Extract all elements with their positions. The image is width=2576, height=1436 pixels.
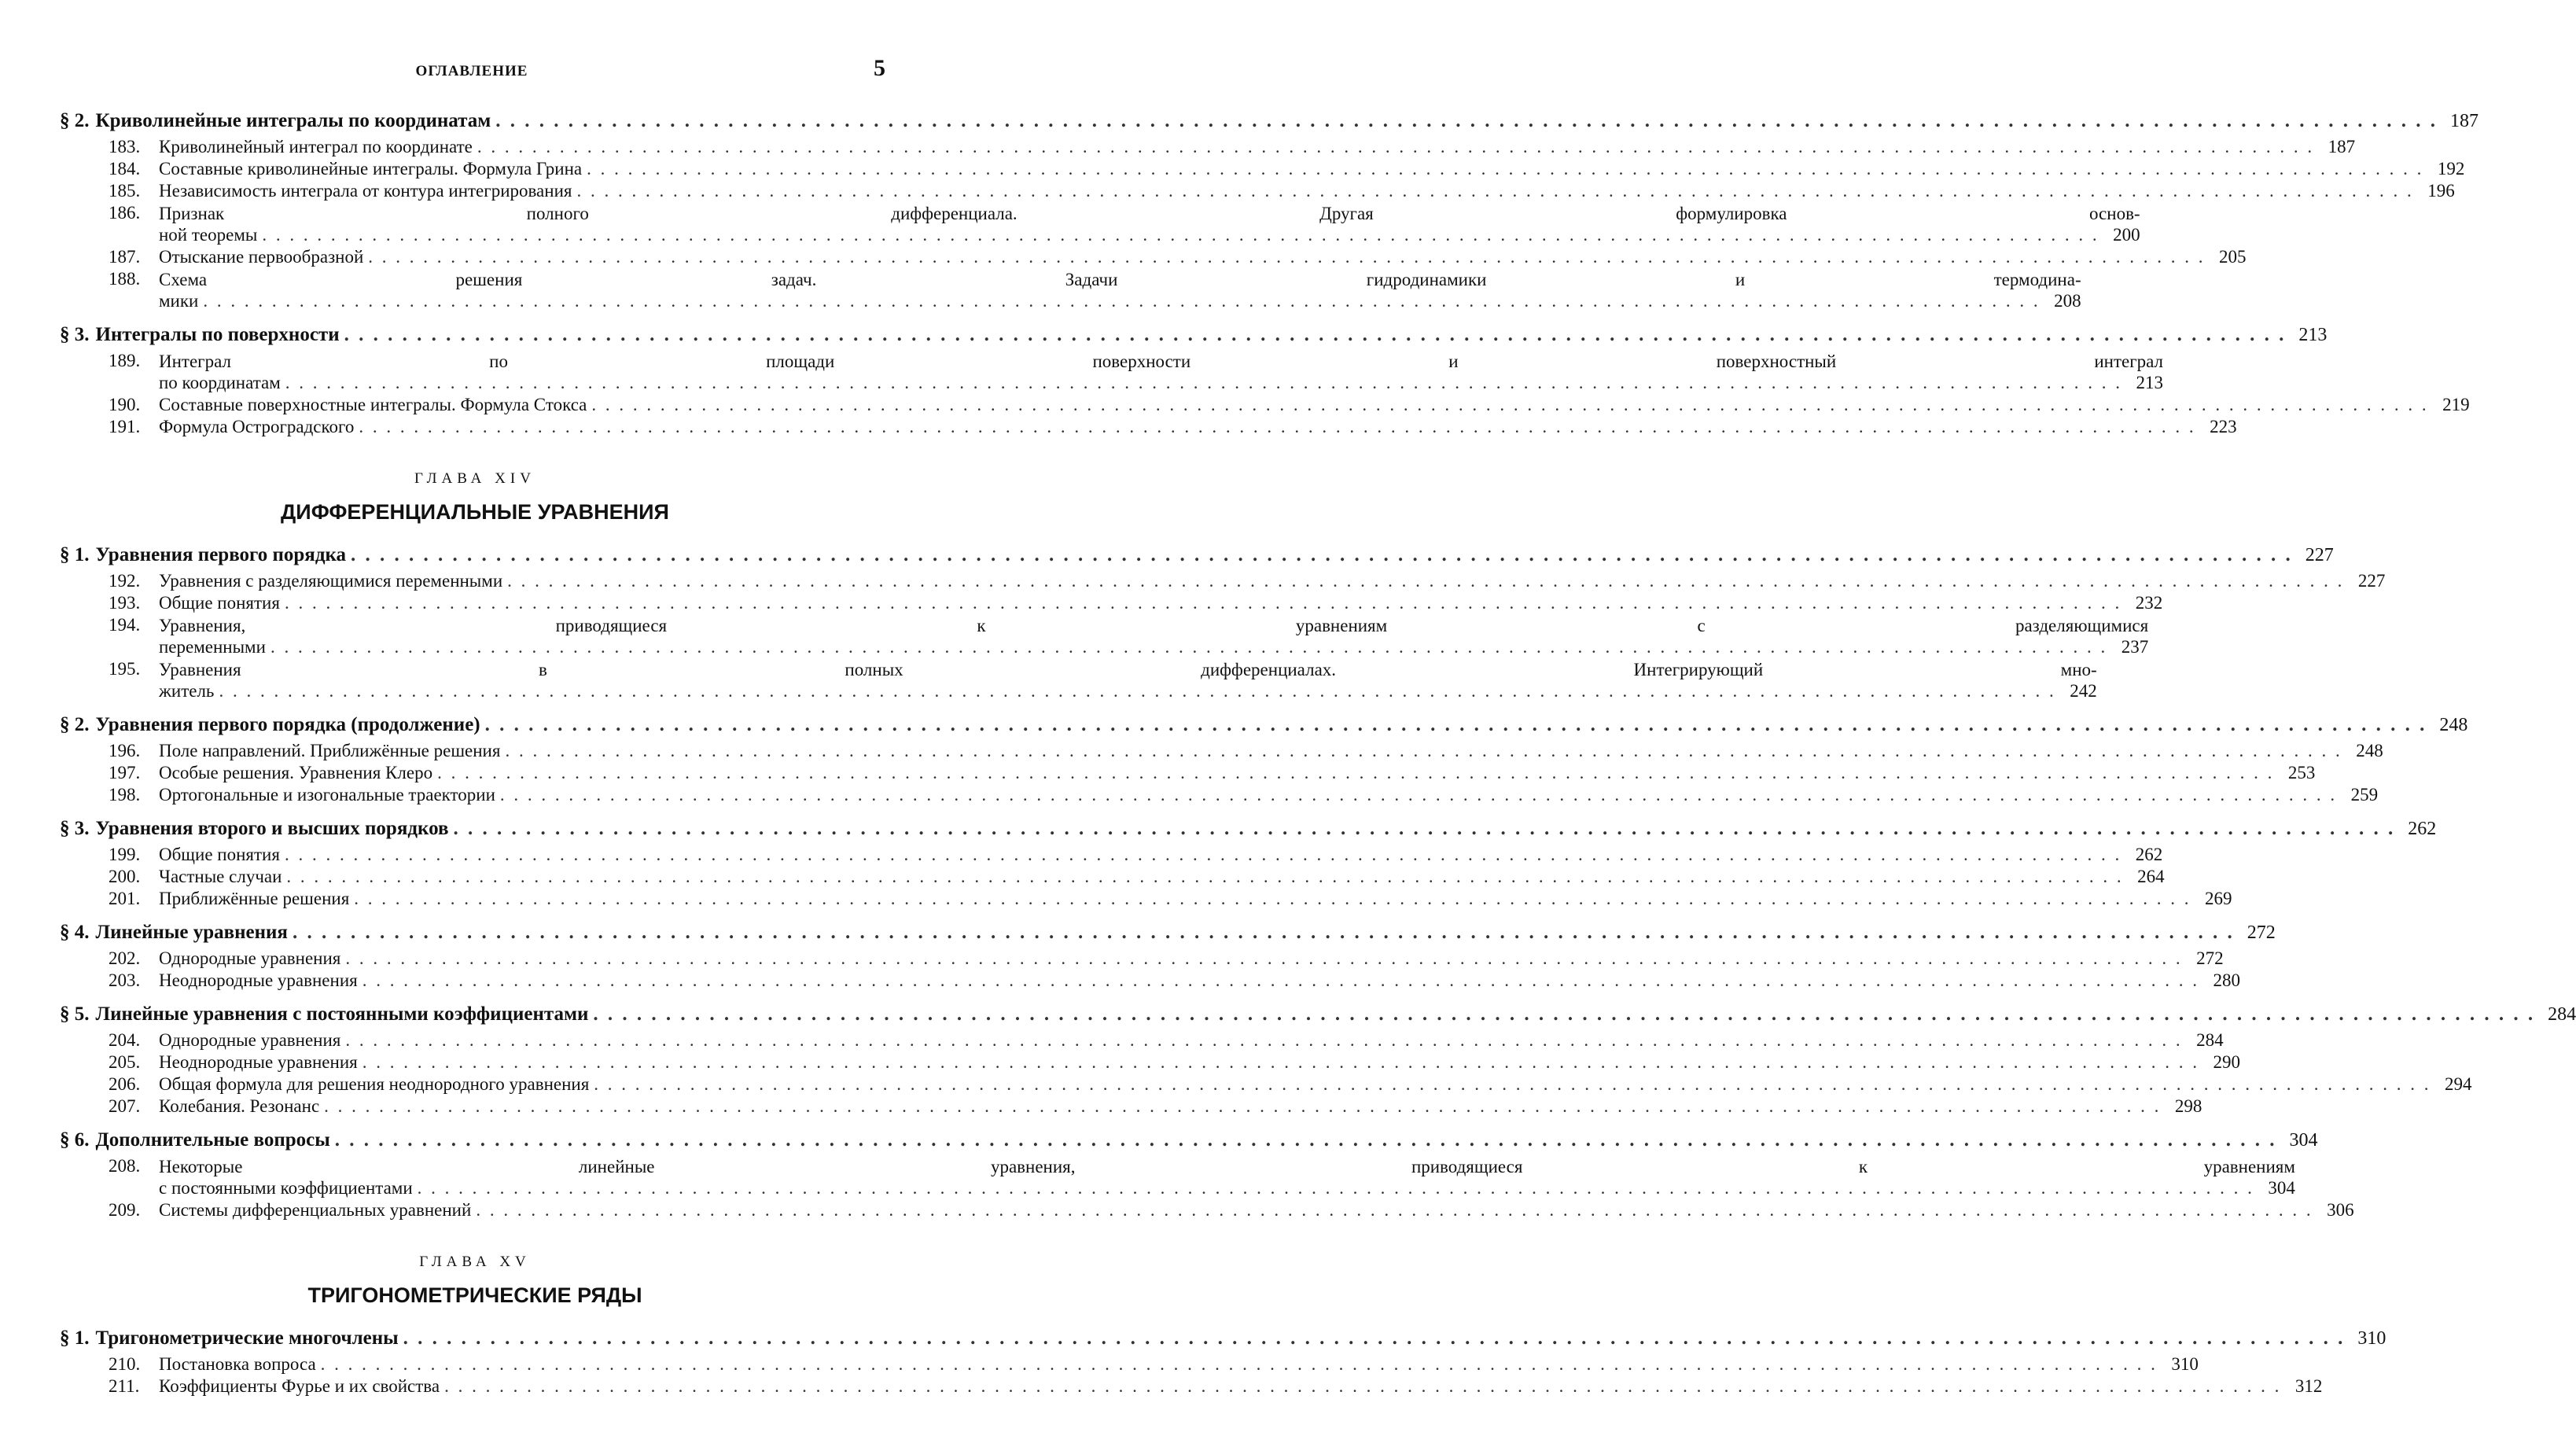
item-title-line — [159, 225, 2140, 247]
item-title: Независимость интеграла от контура интегрирования — [159, 181, 572, 201]
item-number: 183. — [109, 137, 141, 156]
dot-leader — [286, 867, 2123, 887]
item-title-line — [159, 637, 2148, 659]
item-page: 262 — [2135, 845, 2163, 864]
toc-item[interactable] — [60, 741, 2383, 763]
item-number: 206. — [109, 1074, 141, 1094]
toc-section[interactable] — [60, 544, 2334, 571]
section-number: § 3. — [60, 324, 90, 345]
item-title: Криволинейный интеграл по координате — [159, 137, 473, 156]
item-title-line: Некоторые линейные уравнения, приводящиеся к уравнениям — [159, 1157, 2295, 1176]
dot-leader — [507, 571, 2344, 591]
toc-item[interactable] — [60, 1096, 2202, 1118]
item-page: 248 — [2356, 741, 2383, 760]
item-page: 304 — [2268, 1178, 2295, 1198]
item-number: 199. — [109, 845, 141, 864]
item-title-line: Признак полного дифференциала. Другая формулировка основ- — [159, 204, 2140, 223]
item-title-block — [159, 1156, 2295, 1200]
item-page: 205 — [2219, 247, 2247, 267]
item-title-block — [159, 351, 2163, 395]
item-page: 237 — [2121, 637, 2149, 657]
dot-leader — [505, 741, 2342, 761]
item-title: Ортогональные и изогональные траектории — [159, 785, 495, 805]
item-number: 205. — [109, 1052, 141, 1072]
toc-item[interactable] — [60, 1354, 2199, 1376]
toc-item[interactable] — [60, 1052, 2240, 1074]
item-number: 185. — [109, 181, 141, 201]
chapter-label: ГЛАВА XIV — [414, 470, 535, 487]
dot-leader — [321, 1354, 2158, 1375]
dot-leader — [500, 785, 2337, 805]
section-title: Дополнительные вопросы — [95, 1129, 330, 1151]
chapter-title: ТРИГОНОМЕТРИЧЕСКИЕ РЯДЫ — [307, 1283, 642, 1307]
toc-item[interactable] — [60, 203, 2140, 247]
item-page: 187 — [2328, 137, 2356, 156]
item-number: 191. — [109, 417, 141, 436]
table-of-contents — [60, 110, 2576, 1398]
item-title: Общие понятия — [159, 593, 280, 613]
item-page: 259 — [2350, 785, 2379, 805]
dot-leader — [587, 159, 2423, 179]
item-number: 208. — [109, 1156, 141, 1176]
item-number: 188. — [109, 269, 141, 289]
dot-leader — [359, 417, 2195, 437]
section-number: § 5. — [60, 1003, 90, 1025]
toc-section[interactable] — [60, 1327, 2386, 1354]
item-page: 284 — [2196, 1030, 2224, 1050]
item-page: 213 — [2136, 373, 2164, 392]
chapter-label: ГЛАВА XV — [419, 1254, 531, 1270]
section-page: 262 — [2408, 819, 2437, 839]
dot-leader — [351, 544, 2293, 566]
dot-leader — [293, 922, 2235, 944]
section-title: Уравнения второго и высших порядков — [95, 818, 449, 839]
toc-item[interactable] — [60, 159, 2465, 181]
item-title: Поле направлений. Приближённые решения — [159, 741, 501, 760]
toc-item[interactable] — [60, 615, 2149, 659]
item-page: 200 — [2113, 225, 2140, 245]
dot-leader — [453, 818, 2395, 840]
item-title: Формула Остроградского — [159, 417, 355, 436]
item-page: 253 — [2287, 763, 2316, 782]
item-title: Неоднородные уравнения — [159, 1052, 358, 1072]
item-title: Особые решения. Уравнения Клеро — [159, 763, 433, 782]
item-title-block — [159, 203, 2140, 247]
toc-section[interactable] — [60, 1003, 2576, 1030]
item-page: 272 — [2196, 948, 2224, 968]
item-number: 187. — [109, 247, 141, 267]
item-number: 210. — [109, 1354, 141, 1374]
toc-item[interactable] — [60, 571, 2386, 593]
item-number: 197. — [109, 763, 141, 782]
section-number: § 3. — [60, 818, 90, 839]
item-title-line: Уравнения, приводящиеся к уравнениям с разделяющимися — [159, 616, 2149, 635]
item-page: 298 — [2174, 1096, 2202, 1116]
toc-section[interactable] — [60, 110, 2478, 137]
toc-item[interactable] — [60, 137, 2356, 159]
item-title: Составные поверхностные интегралы. Формула Стокса — [159, 395, 587, 414]
dot-leader — [362, 1052, 2199, 1073]
section-number: § 1. — [60, 544, 90, 565]
dot-leader — [591, 395, 2428, 415]
item-number: 194. — [109, 615, 141, 635]
item-page: 219 — [2442, 395, 2470, 414]
item-number: 203. — [109, 970, 141, 990]
item-number: 198. — [109, 785, 141, 805]
item-title: Неоднородные уравнения — [159, 970, 358, 990]
toc-section[interactable] — [60, 818, 2437, 845]
section-page: 310 — [2357, 1328, 2386, 1349]
item-title: Отыскание первообразной — [159, 247, 364, 267]
item-title: Составные криволинейные интегралы. Формула Грина — [159, 159, 583, 179]
section-number: § 6. — [60, 1129, 90, 1151]
toc-item[interactable] — [60, 948, 2224, 970]
item-page: 227 — [2357, 571, 2386, 591]
dot-leader — [345, 948, 2182, 969]
dot-leader — [344, 324, 2287, 346]
item-title: Приближённые решения — [159, 889, 350, 908]
item-title-continuation: по координатам — [159, 373, 281, 392]
dot-leader — [437, 763, 2274, 783]
dot-leader — [203, 291, 2040, 311]
item-page: 196 — [2427, 181, 2455, 201]
chapter-title: ДИФФЕРЕНЦИАЛЬНЫЕ УРАВНЕНИЯ — [281, 500, 669, 524]
item-page: 280 — [2213, 970, 2240, 990]
item-title-block — [159, 615, 2148, 659]
dot-leader — [477, 137, 2314, 157]
item-page: 312 — [2294, 1376, 2323, 1396]
item-page: 269 — [2205, 889, 2232, 908]
item-number: 186. — [109, 203, 141, 223]
toc-continuation — [60, 110, 2478, 439]
toc-section[interactable] — [60, 714, 2468, 741]
chapter-14-contents — [60, 544, 2576, 1222]
dot-leader — [270, 637, 2107, 657]
toc-item[interactable] — [60, 659, 2097, 703]
item-title: Уравнения с разделяющимися переменными — [159, 571, 503, 591]
toc-item[interactable] — [60, 395, 2470, 417]
item-page: 306 — [2327, 1200, 2354, 1220]
section-page: 272 — [2247, 922, 2276, 943]
dot-leader — [495, 110, 2438, 132]
toc-item[interactable] — [60, 417, 2237, 439]
item-page: 192 — [2437, 159, 2465, 179]
item-title-continuation: мики — [159, 291, 199, 311]
dot-leader — [262, 225, 2099, 245]
item-title-line — [159, 681, 2097, 703]
item-title: Однородные уравнения — [159, 1030, 341, 1050]
section-title: Линейные уравнения с постоянными коэффициентами — [95, 1003, 589, 1025]
dot-leader — [324, 1096, 2161, 1117]
dot-leader — [476, 1200, 2313, 1221]
item-number: 202. — [109, 948, 141, 968]
item-title: Постановка вопроса — [159, 1354, 316, 1374]
item-title-continuation: житель — [159, 681, 215, 701]
running-title: ОГЛАВЛЕНИЕ — [415, 63, 528, 79]
toc-section[interactable] — [60, 1129, 2318, 1156]
section-number: § 2. — [60, 714, 90, 735]
dot-leader — [335, 1129, 2277, 1151]
item-page: 290 — [2213, 1052, 2240, 1072]
item-page: 310 — [2171, 1354, 2199, 1374]
dot-leader — [285, 593, 2122, 613]
item-title-continuation: с постоянными коэффициентами — [159, 1178, 413, 1198]
item-title: Общие понятия — [159, 845, 280, 864]
item-number: 196. — [109, 741, 141, 760]
toc-item[interactable] — [60, 889, 2232, 911]
item-title-line — [159, 373, 2163, 395]
toc-item[interactable] — [60, 269, 2081, 313]
item-number: 204. — [109, 1030, 141, 1050]
toc-item[interactable] — [60, 867, 2165, 889]
section-title: Интегралы по поверхности — [95, 324, 340, 345]
toc-item[interactable] — [60, 1376, 2323, 1398]
toc-item[interactable] — [60, 970, 2240, 992]
chapter-15-contents — [60, 1327, 2386, 1398]
item-number: 209. — [109, 1200, 141, 1220]
toc-item[interactable] — [60, 247, 2247, 269]
dot-leader — [345, 1030, 2182, 1051]
item-page: 208 — [2054, 291, 2081, 311]
dot-leader — [285, 845, 2122, 865]
section-number: § 4. — [60, 922, 90, 943]
item-page: 294 — [2445, 1074, 2472, 1094]
dot-leader — [403, 1327, 2346, 1349]
item-title: Частные случаи — [159, 867, 282, 886]
item-title-line — [159, 1178, 2295, 1200]
item-title-continuation: переменными — [159, 637, 266, 657]
dot-leader — [285, 373, 2122, 393]
item-number: 201. — [109, 889, 141, 908]
item-number: 190. — [109, 395, 141, 414]
item-number: 207. — [109, 1096, 141, 1116]
section-page: 213 — [2298, 325, 2328, 345]
section-page: 304 — [2289, 1130, 2318, 1151]
item-number: 200. — [109, 867, 141, 886]
toc-item[interactable] — [60, 763, 2316, 785]
section-page: 227 — [2305, 545, 2334, 565]
dot-leader — [418, 1178, 2254, 1199]
item-title-continuation: ной теоремы — [159, 225, 258, 245]
item-title: Общая формула для решения неоднородного уравнения — [159, 1074, 590, 1094]
dot-leader — [368, 247, 2205, 267]
dot-leader — [354, 889, 2191, 909]
item-page: 232 — [2135, 593, 2163, 613]
item-title: Однородные уравнения — [159, 948, 341, 968]
toc-section[interactable] — [60, 324, 2328, 351]
item-title-line: Уравнения в полных дифференциалах. Интегрирующий мно- — [159, 660, 2097, 679]
section-number: § 2. — [60, 110, 90, 131]
dot-leader — [593, 1003, 2535, 1025]
dot-leader — [576, 181, 2413, 201]
toc-item[interactable] — [60, 845, 2163, 867]
section-title: Криволинейные интегралы по координатам — [95, 110, 491, 131]
toc-item[interactable] — [60, 181, 2455, 203]
dot-leader — [444, 1376, 2281, 1397]
section-page: 284 — [2548, 1004, 2576, 1025]
item-number: 189. — [109, 351, 141, 370]
item-title-line: Схема решения задач. Задачи гидродинамики и термодина- — [159, 270, 2081, 289]
toc-item[interactable] — [60, 1030, 2224, 1052]
toc-item[interactable] — [60, 785, 2379, 807]
item-number: 211. — [109, 1376, 140, 1396]
item-title-line — [159, 291, 2081, 313]
toc-item[interactable] — [60, 593, 2163, 615]
item-title: Колебания. Резонанс — [159, 1096, 320, 1116]
section-title: Линейные уравнения — [95, 922, 288, 943]
section-title: Уравнения первого порядка — [95, 544, 347, 565]
section-page: 187 — [2449, 111, 2478, 131]
toc-item[interactable] — [60, 1074, 2472, 1096]
item-title-block — [159, 659, 2097, 703]
section-title: Тригонометрические многочлены — [95, 1327, 399, 1349]
item-number: 184. — [109, 159, 141, 179]
item-number: 195. — [109, 659, 141, 679]
section-number: § 1. — [60, 1327, 90, 1349]
dot-leader — [362, 970, 2199, 991]
item-page: 242 — [2070, 681, 2097, 701]
dot-leader — [594, 1074, 2431, 1095]
toc-item[interactable] — [60, 1156, 2295, 1200]
toc-section[interactable] — [60, 922, 2276, 948]
dot-leader — [219, 681, 2055, 701]
toc-item[interactable] — [60, 1200, 2354, 1222]
section-page: 248 — [2439, 715, 2468, 735]
item-number: 193. — [109, 593, 141, 613]
item-title: Коэффициенты Фурье и их свойства — [159, 1376, 440, 1396]
item-title-line: Интеграл по площади поверхности и поверхностный интеграл — [159, 352, 2164, 371]
dot-leader — [485, 714, 2427, 736]
section-title: Уравнения первого порядка (продолжение) — [95, 714, 480, 735]
item-number: 192. — [109, 571, 141, 591]
item-page: 264 — [2137, 867, 2165, 886]
toc-item[interactable] — [60, 351, 2164, 395]
item-page: 223 — [2210, 417, 2237, 436]
item-title: Системы дифференциальных уравнений — [159, 1200, 472, 1220]
page-number: 5 — [874, 55, 885, 81]
item-title-block — [159, 269, 2081, 313]
